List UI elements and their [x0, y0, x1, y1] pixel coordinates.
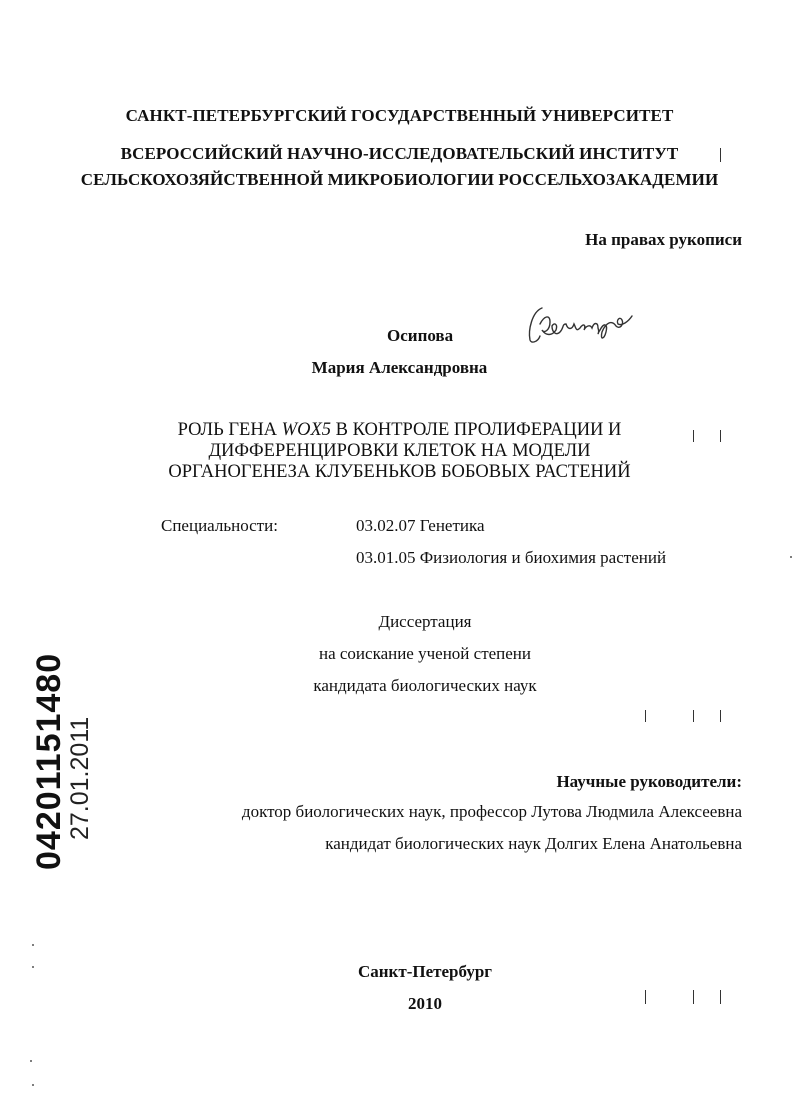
city: Санкт-Петербург — [357, 962, 493, 981]
scan-dot — [32, 1084, 34, 1086]
degree-line: на соискание ученой степени — [318, 644, 532, 663]
manuscript-rights: На правах рукописи — [585, 230, 742, 249]
institute-name-line2: СЕЛЬСКОХОЗЯЙСТВЕННОЙ МИКРОБИОЛОГИИ РОССЕЛЬХОЗАКАДЕМИИ — [80, 170, 719, 189]
title-prefix: РОЛЬ ГЕНА — [177, 420, 282, 440]
institute-name-line1: ВСЕРОССИЙСКИЙ НАУЧНО-ИССЛЕДОВАТЕЛЬСКИЙ ИНСТИТУТ — [120, 144, 679, 163]
scan-dot — [790, 556, 792, 558]
scan-dot — [32, 966, 34, 968]
author-name: Мария Александровна — [311, 358, 488, 377]
dissertation-label: Диссертация — [378, 612, 472, 631]
scan-mark — [645, 990, 646, 1004]
scan-mark — [720, 430, 721, 442]
scan-dot — [32, 944, 34, 946]
archive-code: 04201151480 — [30, 652, 68, 870]
university-name: САНКТ-ПЕТЕРБУРГСКИЙ ГОСУДАРСТВЕННЫЙ УНИВЕРСИТЕТ — [125, 106, 674, 125]
specialty-item: 03.02.07 Генетика — [356, 516, 485, 535]
scan-mark — [693, 990, 694, 1004]
specialties-label: Специальности: — [161, 516, 278, 535]
title-suffix: В КОНТРОЛЕ ПРОЛИФЕРАЦИИ И — [331, 420, 622, 440]
scan-dot — [30, 1060, 32, 1062]
scan-mark — [645, 710, 646, 722]
archive-date: 27.01.2011 — [66, 716, 94, 840]
specialty-item: 03.01.05 Физиология и биохимия растений — [356, 548, 667, 567]
dissertation-title-line3: ОРГАНОГЕНЕЗА КЛУБЕНЬКОВ БОБОВЫХ РАСТЕНИЙ — [168, 462, 631, 482]
author-signature — [520, 300, 635, 346]
scan-mark — [720, 148, 721, 162]
scan-mark — [693, 430, 694, 442]
supervisor-item: кандидат биологических наук Долгих Елена Анатольевна — [325, 834, 742, 853]
scan-mark — [720, 990, 721, 1004]
supervisors-label: Научные руководители: — [556, 772, 742, 791]
scan-mark — [693, 710, 694, 722]
supervisor-item: доктор биологических наук, профессор Лутова Людмила Алексеевна — [241, 802, 742, 821]
scan-mark — [720, 710, 721, 722]
author-surname: Осипова — [387, 326, 454, 345]
year: 2010 — [408, 994, 442, 1013]
gene-name: WOX5 — [281, 420, 331, 440]
dissertation-title-line1 — [0, 420, 799, 441]
degree-field: кандидата биологических наук — [313, 676, 537, 695]
dissertation-title-line2: ДИФФЕРЕНЦИРОВКИ КЛЕТОК НА МОДЕЛИ — [208, 441, 591, 461]
